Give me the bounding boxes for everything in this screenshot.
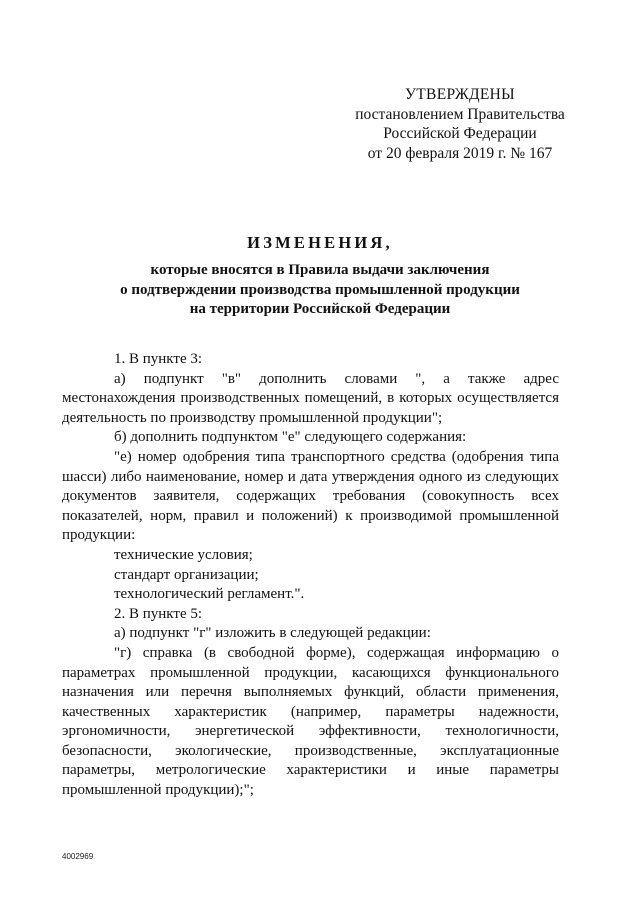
approval-line-3: от 20 февраля 2019 г. № 167 [367,144,553,162]
paragraph-subitem-g-text: "г) справка (в свободной форме), содержащая информацию о параметрах промышленной продукции, касающихся функционального назначения или перечня выполняемых функций, области применения, качественных характеристик (например, параметры надежности, эргономичности, энергетической эффективности, технологичности, безопасности, экологические, производственные, эксплуатационные параметры, метрологические характеристики и иные параметры промышленной продукции);"; [62,644,559,799]
subtitle-line-3: на территории Российской Федерации [189,301,451,317]
list-item: технические условия; [114,546,253,563]
approval-title: УТВЕРЖДЕНЫ [405,86,515,103]
subtitle-line-2: о подтверждении производства промышленной продукции [120,281,520,298]
approval-line-2: Российской Федерации [383,125,537,142]
document-body [62,350,559,801]
approval-block [340,85,580,163]
paragraph-subitem-e-text: "е) номер одобрения типа транспортного средства (одобрения типа шасси) либо наименование, номер и дата утверждения одного из следующих документов заявителя, содержащих требования (совокупность всех показателей, норм, правил и положений) к производимой промышленной продукции: [62,448,559,544]
paragraph-subitem-a-2: а) подпункт "г" изложить в следующей редакции: [114,625,431,642]
document-code: 4002969 [62,852,94,861]
paragraph-item-2: 2. В пункте 5: [114,605,203,622]
subtitle-line-1: которые вносятся в Правила выдачи заключения [150,262,490,278]
approval-line-1: постановлением Правительства [355,105,565,123]
list-item: стандарт организации; [114,566,259,583]
document-title: ИЗМЕНЕНИЯ, [247,233,393,252]
paragraph-item-1: 1. В пункте 3: [114,351,203,367]
list-item: технологический регламент.". [114,586,305,603]
document-subtitle [60,261,580,320]
paragraph-subitem-b: б) дополнить подпунктом "е" следующего содержания: [114,429,467,446]
paragraph-subitem-a: а) подпункт "в" дополнить словами ", а также адрес местонахождения производственных помещений, в которых осуществляется деятельность по производству промышленной продукции"; [62,370,559,426]
